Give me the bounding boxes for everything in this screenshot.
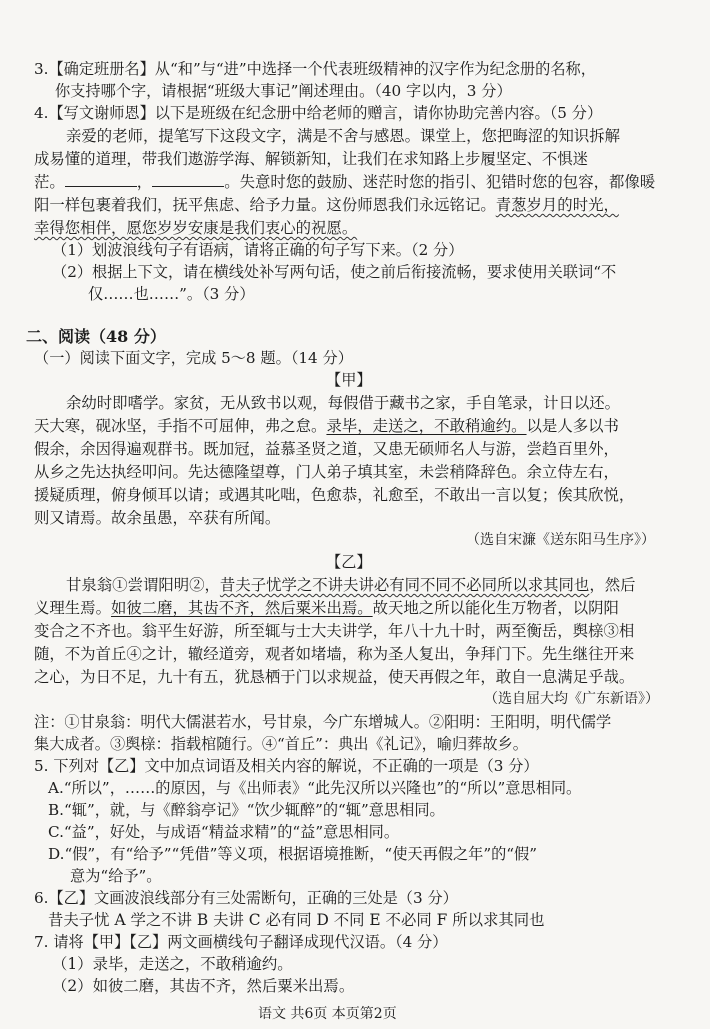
q4-sub-2-line-2: 仅……也……”。（3 分） bbox=[88, 285, 255, 303]
yi-line-5: 之心，为日不足，九十有五，犹恳栖于门以求规益，使天再假之年，敢自一息满足乎哉。 bbox=[34, 668, 635, 686]
section-2-sub: （一）阅读下面文字，完成 5～8 题。（14 分） bbox=[34, 349, 353, 367]
page-footer: 语文 共6页 本页第2页 bbox=[258, 1006, 397, 1022]
q4-sub-1: （1）划波浪线句子有语病，请将正确的句子写下来。（2 分） bbox=[52, 241, 464, 259]
q5-option-d-line-1: D.“假”，有“给予”“凭借”等义项，根据语境推断，“使天再假之年”的“假” bbox=[48, 845, 537, 863]
q4-p3-end: 。失意时您的鼓励、迷茫时您的指引、犯错时您的包容，都像暖 bbox=[224, 173, 656, 191]
q4-passage-line-5 bbox=[34, 218, 357, 239]
jia-line-6: 则又请焉。故余虽愚，卒获有所闻。 bbox=[34, 509, 281, 527]
q4-p3-sep: ， bbox=[136, 173, 153, 191]
q7-title: 7. 请将【甲】【乙】两文画横线句子翻译成现代汉语。（4 分） bbox=[34, 933, 448, 951]
jia-line-5: 援疑质理，俯身倾耳以请；或遇其叱咄，色愈恭，礼愈至，不敢出一言以复；俟其欣悦， bbox=[34, 486, 635, 504]
q5-option-a: A.“所以”，……的原因，与《出师表》“此先汉所以兴隆也”的“所以”意思相同。 bbox=[48, 779, 582, 797]
q5-option-b: B.“辄”，就，与《醉翁亭记》“饮少辄醉”的“辄”意思相同。 bbox=[48, 801, 445, 819]
notes-line-1: 注：①甘泉翁：明代大儒湛若水，号甘泉，今广东增城人。②阳明：王阳明，明代儒学 bbox=[34, 713, 612, 731]
yi-line-3: 变合之不齐也。翁平生好游，所至辄与士大夫讲学，年八十九十时，两至衡岳，舆榇③相 bbox=[34, 622, 635, 640]
q4-passage-line-2: 成易懂的道理，带我们遨游学海、解锁新知，让我们在求知路上步履坚定、不惧迷 bbox=[34, 150, 589, 168]
answer-blank-1[interactable] bbox=[65, 172, 137, 187]
q5-option-c: C.“益”，好处，与成语“精益求精”的“益”意思相同。 bbox=[48, 823, 400, 841]
jia-line-3: 假余，余因得遍观群书。既加冠，益慕圣贤之道，又患无硕师名人与游，尝趋百里外， bbox=[34, 440, 619, 458]
jia-line-4: 从乡之先达执经叩问。先达德隆望尊，门人弟子填其室，未尝稍降辞色。余立侍左右， bbox=[34, 463, 619, 481]
q3-line-2: 你支持哪个字，请根据“班级大事记”阐述理由。（40 字以内，3 分） bbox=[55, 82, 512, 100]
q4-p3-start: 茫。 bbox=[34, 173, 65, 191]
q7-sentence-1: （1）录毕，走送之，不敢稍逾约。 bbox=[52, 955, 293, 973]
passage-jia-label: 【甲】 bbox=[326, 371, 372, 389]
yi-source: （选自屈大均《广东新语》） bbox=[484, 691, 659, 707]
q4-sub-2-line-1: （2）根据上下文，请在横线处补写两句话，使之前后衔接流畅，要求使用关联词“不 bbox=[52, 263, 617, 281]
jia-line-1: 余幼时即嗜学。家贫，无从致书以观，每假借于藏书之家，手自笔录，计日以还。 bbox=[66, 394, 621, 412]
jia-l2-end: 以是人多以书 bbox=[526, 417, 619, 435]
passage-yi-label: 【乙】 bbox=[326, 553, 372, 571]
q4-title: 4.【写文谢师恩】以下是班级在纪念册中给老师的赠言，请你协助完善内容。（5 分） bbox=[34, 104, 603, 122]
q4-passage-line-4 bbox=[34, 195, 619, 216]
underlined-sentence-yi: 如彼二磨，其齿不齐，然后粟米出焉。 bbox=[110, 599, 373, 617]
jia-l2-start: 天大寒，砚冰坚，手指不可屈伸，弗之怠。 bbox=[34, 417, 327, 435]
yi-l1-start: 甘泉翁①尝谓阳明②， bbox=[66, 576, 220, 594]
underlined-sentence-jia: 录毕，走送之，不敢稍逾约。 bbox=[326, 417, 527, 435]
yi-line-2 bbox=[34, 598, 619, 619]
q3-line-1: 3.【确定班册名】从“和”与“进”中选择一个代表班级精神的汉字作为纪念册的名称， bbox=[34, 60, 596, 78]
q4-p4-text: 阳一样包裹着我们，抚平焦虑、给予力量。这份师恩我们永远铭记。 bbox=[34, 196, 496, 214]
answer-blank-2[interactable] bbox=[152, 172, 224, 187]
notes-line-2: 集大成者。③舆榇：指载棺随行。④“首丘”：典出《礼记》，喻归葬故乡。 bbox=[34, 735, 528, 753]
yi-l2-start: 义理生焉。 bbox=[34, 599, 111, 617]
wavy-sentence-part-1: 青葱岁月的时光， bbox=[495, 196, 619, 214]
q5-option-d-line-2: 意为“给予”。 bbox=[70, 867, 162, 885]
q5-title: 5. 下列对【乙】文中加点词语及相关内容的解说，不正确的一项是（3 分） bbox=[34, 757, 539, 775]
wavy-line-yi: 昔夫子忧学之不讲夫讲必有同不同不必同所以求其同也 bbox=[219, 576, 590, 594]
jia-line-2 bbox=[34, 416, 619, 437]
q7-sentence-2: （2）如彼二磨，其齿不齐，然后粟米出焉。 bbox=[52, 977, 355, 995]
section-2-title: 二、阅读（48 分） bbox=[26, 327, 166, 346]
q6-sentence: 昔夫子忧 A 学之不讲 B 夫讲 C 必有同 D 不同 E 不必同 F 所以求其同也 bbox=[48, 911, 545, 929]
yi-line-1 bbox=[66, 575, 636, 596]
yi-l1-end: ，然后 bbox=[589, 576, 636, 594]
q4-passage-line-1: 亲爱的老师，提笔写下这段文字，满是不舍与感恩。课堂上，您把晦涩的知识拆解 bbox=[66, 127, 621, 145]
q6-title: 6.【乙】文画波浪线部分有三处需断句，正确的三处是（3 分） bbox=[34, 889, 458, 907]
yi-line-4: 随，不为首丘④之计，辙经道旁，观者如堵墙，称为圣人复出，争拜门下。先生继往开来 bbox=[34, 645, 635, 663]
wavy-sentence-part-2: 幸得您相伴，愿您岁岁安康是我们衷心的祝愿。 bbox=[34, 219, 358, 237]
q4-passage-line-3 bbox=[34, 172, 655, 193]
jia-source: （选自宋濂《送东阳马生序》） bbox=[466, 532, 655, 548]
yi-l2-end: 故天地之所以能化生万物者，以阴阳 bbox=[372, 599, 619, 617]
